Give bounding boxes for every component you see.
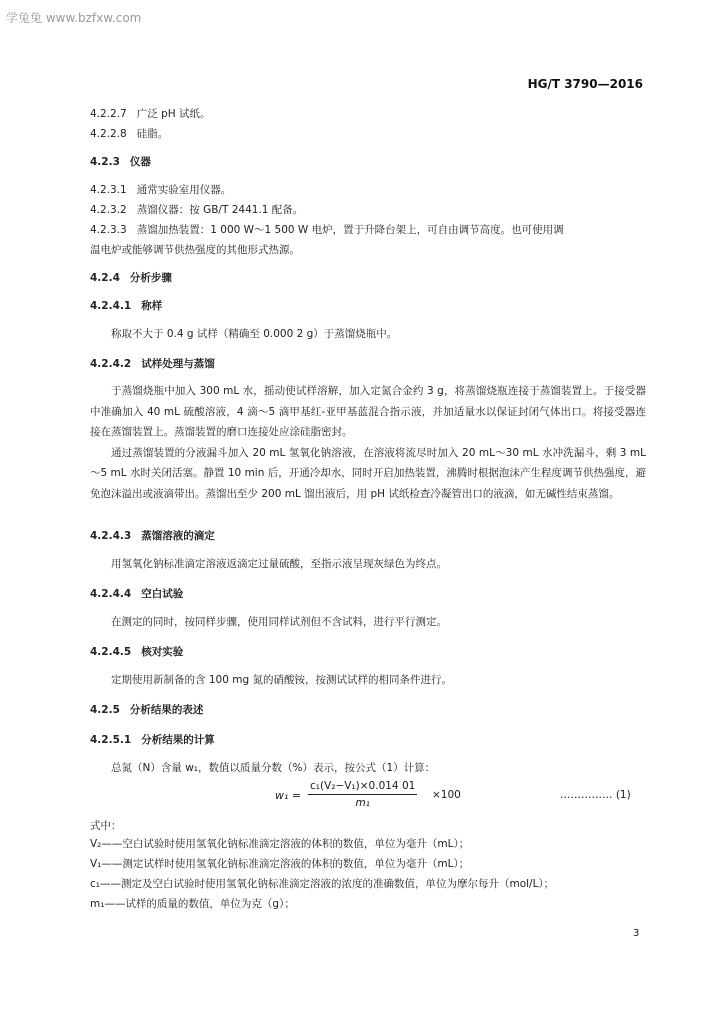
section-4-2-4-1-heading	[90, 298, 162, 313]
formula-fraction	[308, 780, 417, 809]
section-4-2-4-4-body: 在测定的同时，按同样步骤，使用同样试剂但不含试料，进行平行测定。	[111, 616, 447, 628]
section-title: 蒸馏溶液的滴定	[141, 530, 215, 542]
section-title: 仪器	[129, 156, 151, 168]
page-number: 3	[633, 928, 640, 939]
section-title: 分析结果的计算	[141, 734, 215, 746]
section-4-2-4-heading	[90, 270, 172, 285]
item-text: 广泛 pH 试纸。	[136, 108, 211, 120]
item-number: 4.2.2.8	[90, 128, 127, 140]
definitions-list	[90, 834, 646, 914]
item-4-2-3-3-cont: 温电炉或能够调节供热强度的其他形式热源。	[90, 244, 300, 256]
item-4-2-3-3	[90, 222, 564, 237]
section-title: 空白试验	[141, 588, 184, 600]
section-number: 4.2.5.1	[90, 734, 132, 746]
section-4-2-4-3-heading	[90, 528, 215, 543]
item-4-2-2-7	[90, 106, 211, 121]
definition-v1: V₁——测定试样时使用氢氧化钠标准滴定溶液的体积的数值，单位为毫升（mL）；	[90, 858, 470, 870]
paragraph: 于蒸馏烧瓶中加入 300 mL 水，摇动使试样溶解，加入定氮合金约 3 g，将蒸馏烧瓶连接于蒸馏装置上。于接受器中准确加入 40 mL 硫酸溶液，4 滴～5 滴甲基红-亚甲基蓝混合指示液，并加适量水以保证封闭气体出口。将接受器连接在蒸馏装置上。蒸馏装置的磨口连接处应涂硅脂密封。	[90, 385, 646, 438]
section-4-2-4-5-heading	[90, 644, 183, 659]
item-number: 4.2.3.3	[90, 224, 127, 236]
section-title: 分析结果的表述	[129, 704, 204, 716]
item-4-2-3-1	[90, 182, 231, 197]
definition-c1: c₁——测定及空白试验时使用氢氧化钠标准滴定溶液的浓度的准确数值，单位为摩尔每升（mol/L）；	[90, 878, 555, 890]
section-number: 4.2.4	[90, 272, 120, 284]
item-4-2-3-2	[90, 202, 303, 217]
item-text: 通常实验室用仪器。	[136, 184, 232, 196]
section-4-2-5-1-body: 总氮（N）含量 w₁，数值以质量分数（%）表示，按公式（1）计算：	[111, 762, 436, 774]
section-number: 4.2.3	[90, 156, 120, 168]
item-text: 硅脂。	[136, 128, 169, 140]
item-text-line1: 蒸馏加热装置：1 000 W～1 500 W 电炉，置于升降台架上，可自由调节高度。也可使用调	[136, 224, 564, 236]
formula-numerator: c₁(V₂−V₁)×0.014 01	[308, 780, 417, 795]
section-title: 试样处理与蒸馏	[141, 358, 215, 370]
definition-m1: m₁——试样的质量的数值，单位为克（g）；	[90, 898, 295, 910]
paragraph: 通过蒸馏装置的分液漏斗加入 20 mL 氢氧化钠溶液，在溶液将流尽时加入 20 mL～30 mL 水冲洗漏斗，剩 3 mL～5 mL 水时关闭活塞。静置 10 min 后，开通冷却水，同时开启加热装置，沸腾时根据泡沫产生程度调节供热强度，避免泡沫溢出或液滴带出。蒸馏出至少 200 mL 馏出液后，用 pH 试纸检查冷凝管出口的液滴，如无碱性结束蒸馏。	[90, 446, 646, 500]
definitions-intro: 式中：	[90, 820, 122, 832]
section-4-2-3-heading	[90, 154, 151, 169]
formula-denominator: m₁	[355, 797, 370, 809]
formula-multiplier: ×100	[432, 789, 461, 801]
section-number: 4.2.4.2	[90, 358, 132, 370]
section-number: 4.2.4.4	[90, 588, 132, 600]
section-number: 4.2.4.3	[90, 530, 132, 542]
section-4-2-4-3-body: 用氢氧化钠标准滴定溶液返滴定过量硫酸，至指示液呈现灰绿色为终点。	[111, 558, 447, 570]
section-4-2-4-1-body: 称取不大于 0.4 g 试样（精确至 0.000 2 g）于蒸馏烧瓶中。	[111, 328, 398, 340]
section-title: 分析步骤	[129, 272, 172, 284]
watermark: 学兔兔 www.bzfxw.com	[6, 11, 142, 25]
formula-lhs: w₁ =	[275, 789, 302, 802]
item-number: 4.2.2.7	[90, 108, 127, 120]
definition-v2: V₂——空白试验时使用氢氧化钠标准滴定溶液的体积的数值，单位为毫升（mL）；	[90, 838, 470, 850]
section-4-2-4-4-heading	[90, 586, 183, 601]
section-number: 4.2.5	[90, 704, 120, 716]
standard-code: HG/T 3790—2016	[527, 77, 643, 91]
section-number: 4.2.4.5	[90, 646, 132, 658]
section-4-2-4-2-body	[90, 381, 646, 504]
item-text: 蒸馏仪器：按 GB/T 2441.1 配备。	[136, 204, 304, 216]
item-number: 4.2.3.1	[90, 184, 127, 196]
item-number: 4.2.3.2	[90, 204, 127, 216]
section-title: 称样	[141, 300, 163, 312]
section-4-2-5-1-heading	[90, 732, 215, 747]
section-title: 核对实验	[141, 646, 184, 658]
section-4-2-4-5-body: 定期使用新制备的含 100 mg 氮的硝酸铵，按测试试样的相同条件进行。	[111, 674, 452, 686]
section-number: 4.2.4.1	[90, 300, 132, 312]
item-4-2-2-8	[90, 126, 168, 141]
formula-number: …………… (1)	[560, 789, 631, 801]
section-4-2-4-2-heading	[90, 356, 215, 371]
section-4-2-5-heading	[90, 702, 203, 717]
